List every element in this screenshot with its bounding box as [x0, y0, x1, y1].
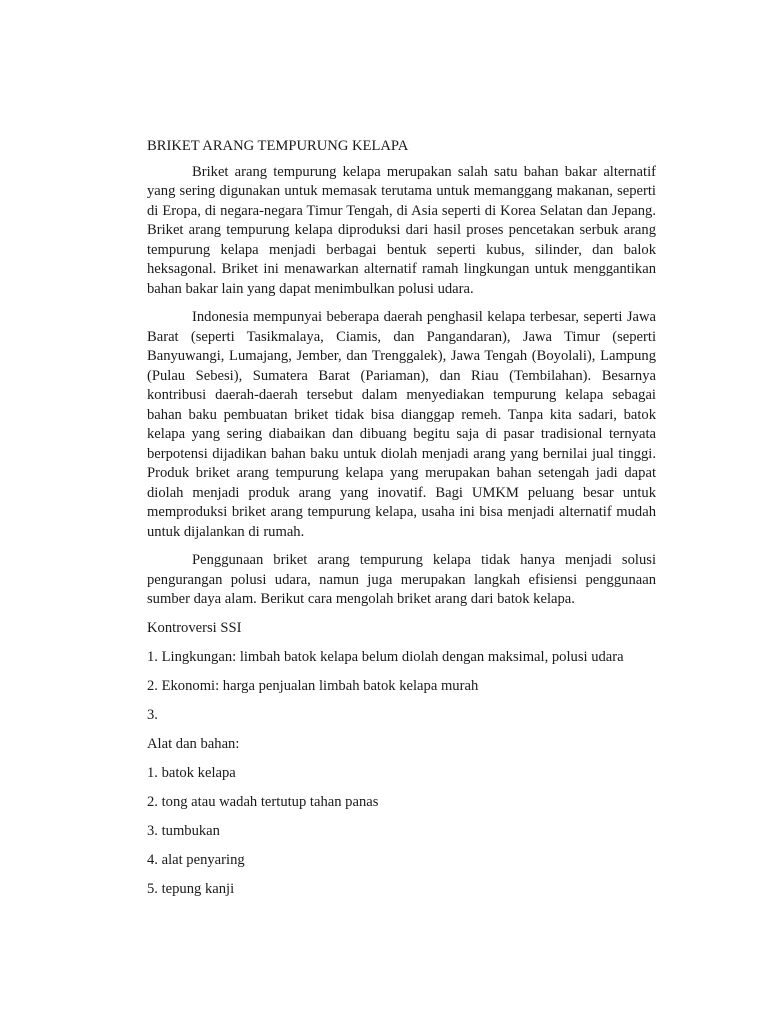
- section-heading-controversy: Kontroversi SSI: [147, 619, 242, 636]
- list-item: 5. tepung kanji: [147, 880, 235, 897]
- list-item: 1. batok kelapa: [147, 764, 236, 781]
- list-item: 4. alat penyaring: [147, 851, 245, 868]
- paragraph-regions: Indonesia mempunyai beberapa daerah penghasil kelapa terbesar, seperti Jawa Barat (seperti Tasikmalaya, Ciamis, dan Pangandaran), Jawa Timur (seperti Banyuwangi, Lumajang, Jember, dan Trenggalek), Jawa Tengah (Boyolali), Lampung (Pulau Sebesi), Sumatera Barat (Pariaman), dan Riau (Tembilahan). Besarnya kontribusi daerah-daerah tersebut dalam menyediakan tempurung kelapa sebagai bahan baku pembuatan briket tidak bisa dianggap remeh. Tanpa kita sadari, batok kelapa yang sering diabaikan dan dibuang begitu saja di pasar tradisional ternyata berpotensi dijadikan bahan baku untuk diolah menjadi arang yang bernilai jual tinggi. Produk briket arang tempurung kelapa yang merupakan bahan setengah jadi dapat diolah menjadi produk arang yang inovatif. Bagi UMKM peluang besar untuk memproduksi briket arang tempurung kelapa, usaha ini bisa menjadi alternatif mudah untuk dijalankan di rumah.: [147, 309, 656, 540]
- section-heading-materials: Alat dan bahan:: [147, 735, 240, 752]
- paragraph-usage: Penggunaan briket arang tempurung kelapa tidak hanya menjadi solusi pengurangan polusi udara, namun juga merupakan langkah efisiensi penggunaan sumber daya alam. Berikut cara mengolah briket arang dari batok kelapa.: [147, 552, 656, 607]
- list-item: 1. Lingkungan: limbah batok kelapa belum diolah dengan maksimal, polusi udara: [147, 648, 624, 665]
- list-item: 3. tumbukan: [147, 822, 220, 839]
- list-item: 2. tong atau wadah tertutup tahan panas: [147, 793, 379, 810]
- list-item: 2. Ekonomi: harga penjualan limbah batok kelapa murah: [147, 677, 479, 694]
- list-item: 3.: [147, 706, 158, 723]
- paragraph-intro: Briket arang tempurung kelapa merupakan salah satu bahan bakar alternatif yang sering digunakan untuk memasak terutama untuk memanggang makanan, seperti di Eropa, di negara-negara Timur Tengah, di Asia seperti di Korea Selatan dan Jepang. Briket arang tempurung kelapa diproduksi dari hasil proses pencetakan serbuk arang tempurung kelapa menjadi berbagai bentuk seperti kubus, silinder, dan balok heksagonal. Briket ini menawarkan alternatif ramah lingkungan untuk menggantikan bahan bakar lain yang dapat menimbulkan polusi udara.: [147, 163, 656, 297]
- document-title: BRIKET ARANG TEMPURUNG KELAPA: [147, 138, 409, 154]
- document-page: [147, 137, 656, 909]
